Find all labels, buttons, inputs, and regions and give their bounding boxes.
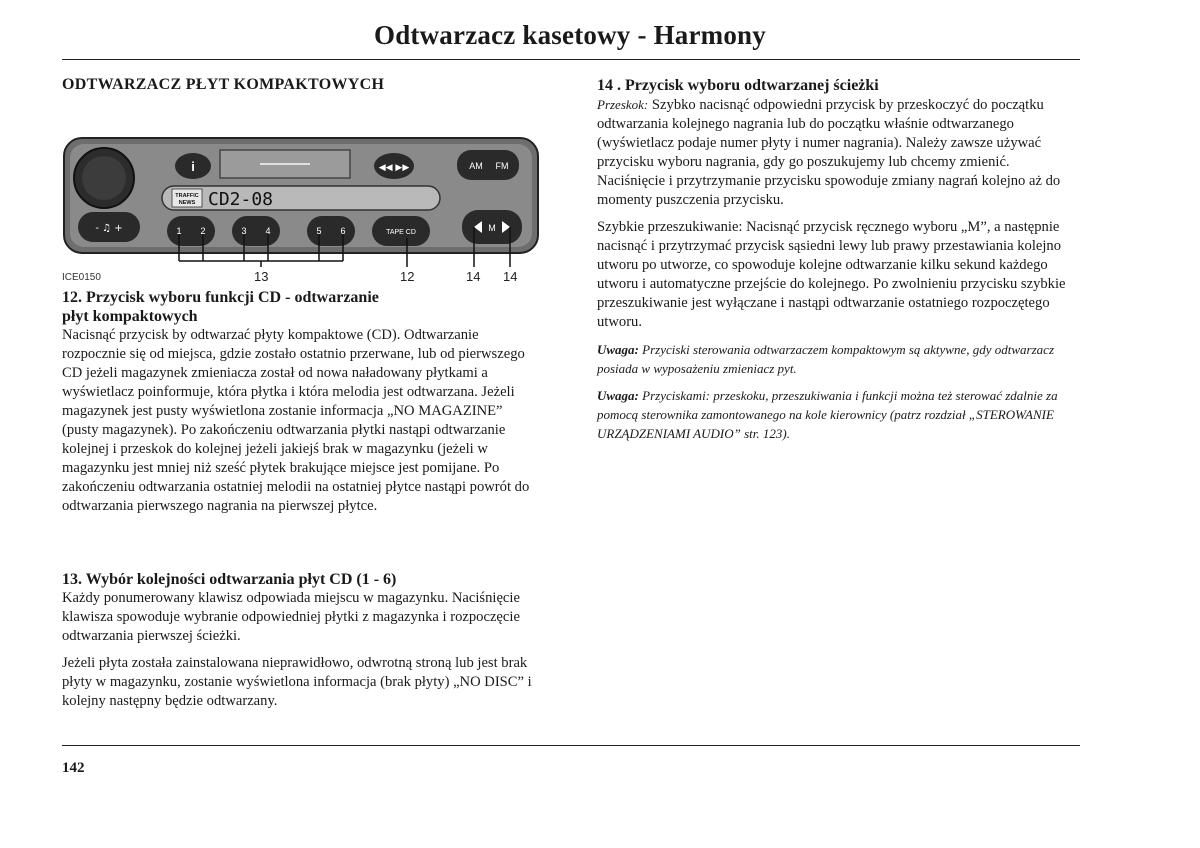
note-2 bbox=[597, 386, 1080, 443]
radio-illustration bbox=[62, 104, 540, 269]
preset-3-4-button bbox=[232, 216, 280, 246]
section-14-body-1 bbox=[597, 95, 1080, 210]
callout-12: 12 bbox=[400, 269, 415, 284]
left-column bbox=[62, 76, 540, 709]
note-2-label: Uwaga: bbox=[597, 388, 639, 403]
svg-text:4: 4 bbox=[265, 226, 271, 236]
callout-13: 13 bbox=[254, 269, 269, 284]
preset-1-2-button bbox=[167, 216, 215, 246]
svg-text:6: 6 bbox=[340, 226, 346, 236]
section-14-heading: 14 . Przycisk wyboru odtwarzanej ścieżki bbox=[597, 77, 879, 94]
tape-cd-label: TAPE CD bbox=[386, 229, 416, 236]
info-button-label: i bbox=[191, 159, 195, 174]
m-label: M bbox=[488, 223, 496, 233]
note-1-text: Przyciski sterowania odtwarzaczem kompaktowym są aktywne, gdy odtwarzacz posiada w wyposażeniu zmieniacz pyt. bbox=[597, 342, 1055, 376]
display-text: CD2-08 bbox=[208, 189, 274, 210]
rew-ff-label: ◀◀ ▶▶ bbox=[378, 163, 410, 173]
note-1 bbox=[597, 340, 1080, 378]
section-13-body-2: Jeżeli płyta została zainstalowana nieprawidłowo, odwrotną stroną lub jest brak płyty w magazynku, zostanie wyświetlona informacja (brak płyty) „NO DISC” i kolejny następny będzie odtwarzany. bbox=[62, 655, 532, 709]
figure-id: ICE0150 bbox=[62, 272, 101, 283]
section-12-body: Nacisnąć przycisk by odtwarzać płyty kompaktowe (CD). Odtwarzanie rozpocznie się od miejsca, gdzie zostało ostatnio przerwane, lub od pierwszego CD jeżeli magazynek zmieniacza został od nowa naładowany płytkami a wyświetlacz poinformuje, która płytka i która melodia jest odtwarzana. Jeżeli magazynek jest pusty wyświetlona zostanie informacja „NO MAGAZINE” (pusty magazynek). Po zakończeniu odtwarzania płytki nastąpi odtwarzanie kolejnej i przeskok do kolejnej jeżeli jakiejś brak w magazynku (jeżeli w magazynku jest mniej niż sześć płytek brakujące miejsce jest pomijane. Po zakończeniu odtwarzania ostatniej melodii na ostatniej płytce nastąpi powrót do odtwarzania pierwszego nagrania na pierwszej płytce. bbox=[62, 327, 530, 514]
section-12-heading-line1: 12. Przycisk wyboru funkcji CD - odtwarzanie bbox=[62, 289, 379, 306]
note-1-label: Uwaga: bbox=[597, 342, 639, 357]
callout-14a: 14 bbox=[466, 269, 481, 284]
radio-figure bbox=[62, 104, 540, 284]
section-13-heading: 13. Wybór kolejności odtwarzania płyt CD (1 - 6) bbox=[62, 571, 397, 588]
svg-text:3: 3 bbox=[241, 226, 247, 236]
right-column bbox=[597, 76, 1080, 443]
volume-rocker-label: - ♫ + bbox=[95, 223, 123, 234]
fm-label: FM bbox=[495, 161, 509, 171]
volume-knob-inner bbox=[82, 156, 126, 200]
am-fm-button bbox=[457, 150, 519, 180]
header-rule bbox=[62, 59, 1080, 60]
page-title: Odtwarzacz kasetowy - Harmony bbox=[374, 20, 766, 50]
am-label: AM bbox=[469, 161, 483, 171]
section-12 bbox=[62, 288, 540, 516]
display-tag-traffic: TRAFFIC bbox=[175, 193, 199, 199]
callout-14b: 14 bbox=[503, 269, 518, 284]
footer-rule bbox=[62, 745, 1080, 746]
section-13-body-1: Każdy ponumerowany klawisz odpowiada miejscu w magazynku. Naciśnięcie klawisza spowoduje wybranie odpowiedniej płytki z magazynka i rozpoczęcie odtwarzania pierwszej ścieżki. bbox=[62, 590, 520, 644]
section-14-body-2: Szybkie przeszukiwanie: Nacisnąć przycisk ręcznego wyboru „M”, a następnie nacisnąć i przytrzymać przycisk sąsiedni lewy lub prawy przestawiania kolejno utworu po utworze, co spowoduje kolejne odtwarzanie kilku sekund każdego utworu i automatyczne przejście do kolejnego. Po zwolnieniu przycisku szybkie przeszukiwanie jest wyłączane i nastąpi odtwarzanie ostatniego rozpoczętego utworu. bbox=[597, 219, 1066, 330]
svg-text:5: 5 bbox=[316, 226, 322, 236]
display bbox=[162, 186, 440, 210]
section-13 bbox=[62, 570, 540, 711]
section-caption: ODTWARZACZ PŁYT KOMPAKTOWYCH bbox=[62, 76, 385, 93]
page-number: 142 bbox=[62, 760, 85, 776]
przeskok-label: Przeskok: bbox=[597, 97, 649, 112]
svg-text:1: 1 bbox=[176, 226, 182, 236]
note-2-text: Przyciskami: przeskoku, przeszukiwania i funkcji można też sterować zdalnie za pomocą sterownika zamontowanego na kole kierownicy (patrz rozdział „STEROWANIE URZĄDZENIAMI AUDIO” str. 123). bbox=[597, 388, 1058, 441]
section-12-heading-line2: płyt kompaktowych bbox=[62, 308, 198, 325]
preset-5-6-button bbox=[307, 216, 355, 246]
svg-text:2: 2 bbox=[200, 226, 206, 236]
display-tag-news: NEWS bbox=[178, 200, 196, 206]
section-14-body-1-text: Szybko nacisnąć odpowiedni przycisk by przeskoczyć do początku odtwarzania kolejnego nagrania lub do początku właśnie odtwarzanego (wyświetlacz podaje numer płyty i numer nagrania). Należy zawsze używać przycisku wyboru nagrania, gdy go poszukujemy lub chcemy zmienić. Naciśnięcie i przytrzymanie przycisku spowoduje zmiany nagrań kolejno aż do momenty puszczenia przycisku. bbox=[597, 97, 1061, 208]
